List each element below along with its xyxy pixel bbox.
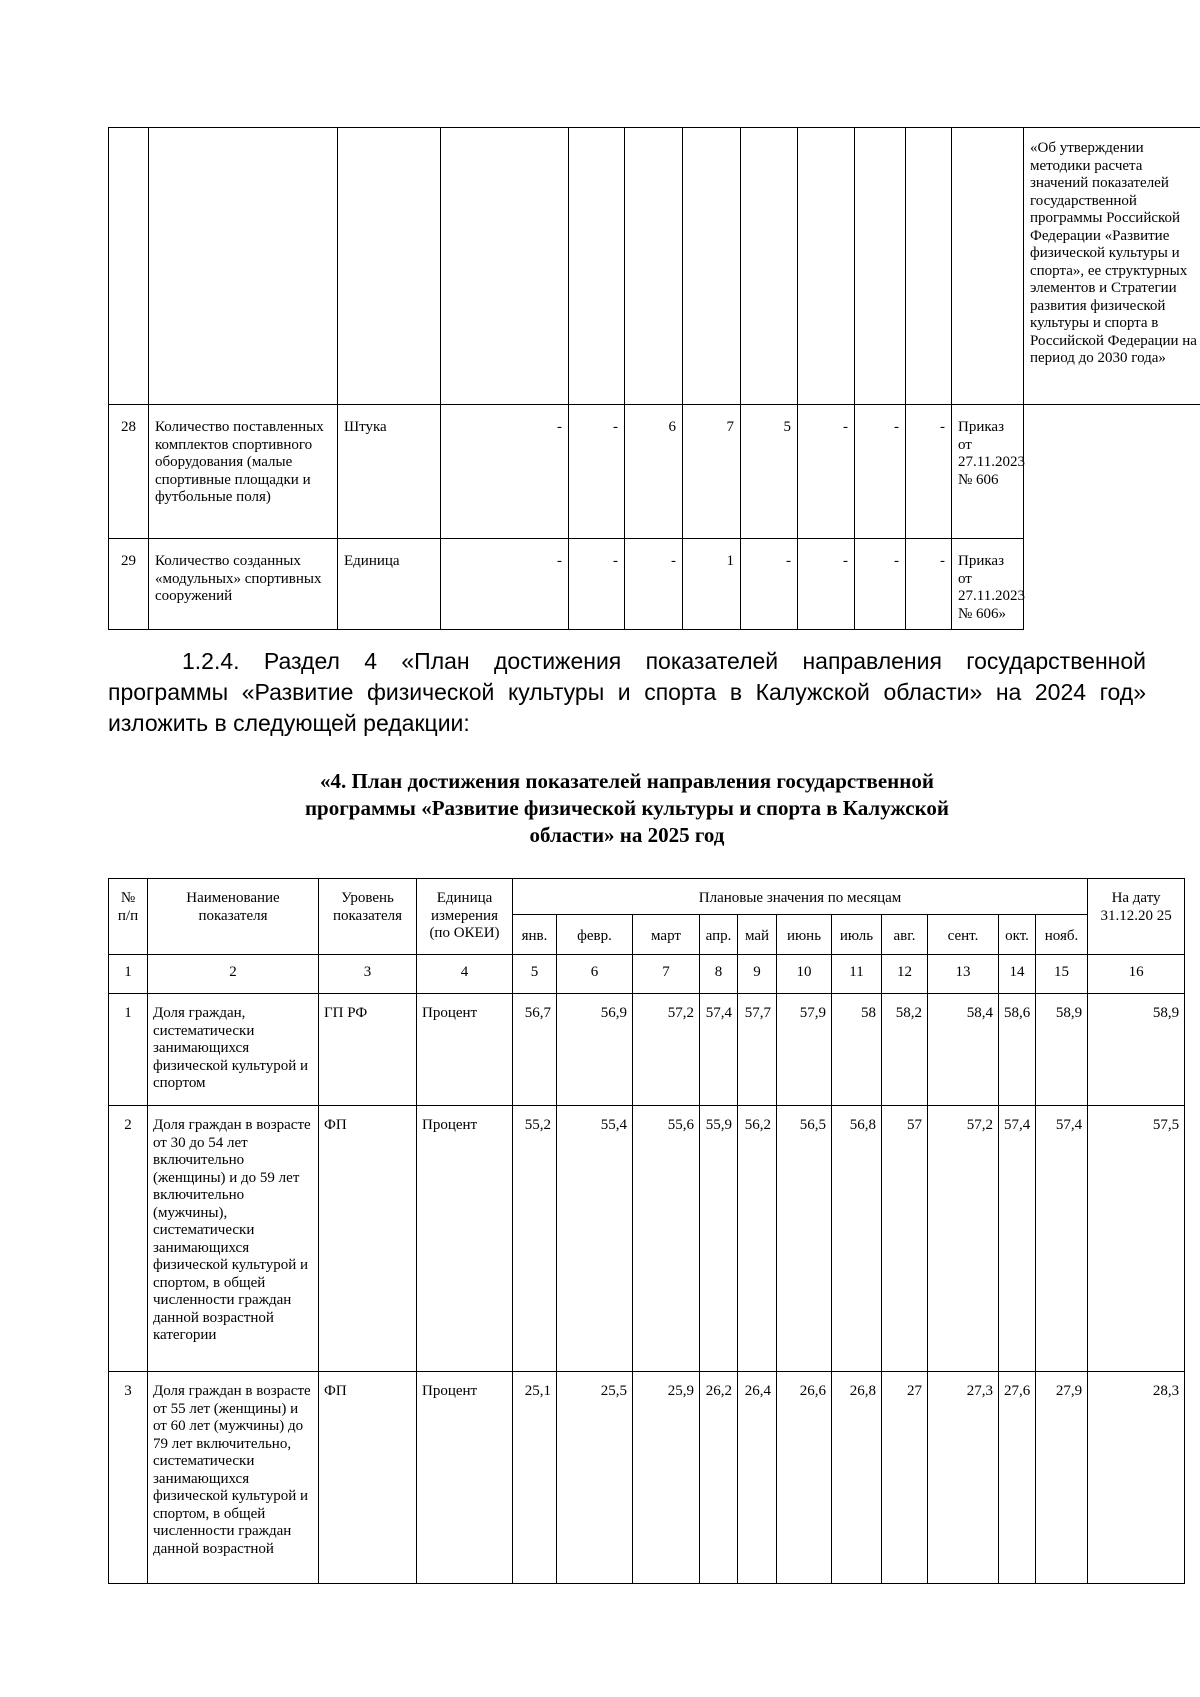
indicator-name: Количество поставленных комплектов спортивного оборудования (малые спортивные площадки и футбольные поля) xyxy=(149,405,338,539)
header-num: № п/п xyxy=(109,879,148,955)
level-cell: ФП xyxy=(319,1372,417,1584)
unit-cell: Процент xyxy=(417,994,513,1106)
amendment-paragraph: 1.2.4. Раздел 4 «План достижения показателей направления государственной программы «Развитие физической культуры и спорта в Калужской области» на 2024 год» изложить в следующей редакции: xyxy=(108,648,1146,736)
legal-basis-cell: Приказ от 27.11.2023 № 606 xyxy=(952,405,1024,539)
section-heading: «4. План достижения показателей направления государственной программы «Развитие физической культуры и спорта в Калужской области» на 2025 год xyxy=(304,769,950,847)
indicator-name: Количество созданных «модульных» спортивных сооружений xyxy=(149,539,338,630)
table-row: 29 Количество созданных «модульных» спортивных сооружений Единица - - - 1 - - - - Приказ от 27.11.2023 № 606» xyxy=(109,539,1200,630)
header-unit: Единица измерения (по ОКЕИ) xyxy=(417,879,513,955)
month-header: янв. xyxy=(513,915,557,955)
month-header: март xyxy=(633,915,700,955)
indicator-name: Доля граждан в возрасте от 55 лет (женщины) и от 60 лет (мужчины) до 79 лет включительно, систематически занимающихся физической культурой и спортом, в общей численности граждан данной возрастной xyxy=(148,1372,319,1584)
month-header: апр. xyxy=(700,915,738,955)
table-row: 3 Доля граждан в возрасте от 55 лет (женщины) и от 60 лет (мужчины) до 79 лет включительно, систематически занимающихся физической культурой и спортом, в общей численности граждан данной возрастной ФП Процент 25,1 25,5 25,9 26,2 26,4 26,6 26,8 27 27,3 27,6 27,9 28,3 xyxy=(109,1372,1185,1584)
month-header: февр. xyxy=(557,915,633,955)
unit-cell: Единица xyxy=(338,539,441,630)
header-monthly: Плановые значения по месяцам xyxy=(513,879,1088,915)
header-name: Наименование показателя xyxy=(148,879,319,955)
table-row xyxy=(109,128,1200,405)
level-cell: ФП xyxy=(319,1106,417,1372)
unit-cell: Штука xyxy=(338,405,441,539)
indicators-table-continuation xyxy=(108,127,1200,630)
indicator-name: Доля граждан в возрасте от 30 до 54 лет включительно (женщины) и до 59 лет включительно (мужчины), систематически занимающихся физической культурой и спортом, в общей численности граждан данной возрастной категории xyxy=(148,1106,319,1372)
month-header: сент. xyxy=(928,915,999,955)
level-cell: ГП РФ xyxy=(319,994,417,1106)
month-header: июнь xyxy=(777,915,832,955)
plan-table xyxy=(108,878,1185,1584)
month-header: июль xyxy=(832,915,882,955)
column-numbers-row: 1 2 3 4 5 6 7 8 9 10 11 12 13 14 15 16 xyxy=(109,955,1185,994)
month-header: окт. xyxy=(999,915,1036,955)
legal-basis-cell: «Об утверждении методики расчета значений показателей государственной программы Российской Федерации «Развитие физической культуры и спорта», ее структурных элементов и Стратегии развития физической культуры и спорта в Российской Федерации на период до 2030 года» xyxy=(1024,128,1200,405)
header-level: Уровень показателя xyxy=(319,879,417,955)
header-row xyxy=(109,879,1185,915)
month-header: май xyxy=(738,915,777,955)
month-header: нояб. xyxy=(1036,915,1088,955)
unit-cell: Процент xyxy=(417,1372,513,1584)
month-header: авг. xyxy=(882,915,928,955)
table-row: 1 Доля граждан, систематически занимающихся физической культурой и спортом ГП РФ Процент 56,7 56,9 57,2 57,4 57,7 57,9 58 58,2 58,4 58,6 58,9 58,9 xyxy=(109,994,1185,1106)
table-row: 28 Количество поставленных комплектов спортивного оборудования (малые спортивные площадки и футбольные поля) Штука - - 6 7 5 - - - Приказ от 27.11.2023 № 606 xyxy=(109,405,1200,539)
unit-cell: Процент xyxy=(417,1106,513,1372)
indicator-name: Доля граждан, систематически занимающихся физической культурой и спортом xyxy=(148,994,319,1106)
legal-basis-cell: Приказ от 27.11.2023 № 606» xyxy=(952,539,1024,630)
header-date: На дату 31.12.20 25 xyxy=(1088,879,1185,955)
table-row: 2 Доля граждан в возрасте от 30 до 54 лет включительно (женщины) и до 59 лет включительно (мужчины), систематически занимающихся физической культурой и спортом, в общей численности граждан данной возрастной категории ФП Процент 55,2 55,4 55,6 55,9 56,2 56,5 56,8 57 57,2 57,4 57,4 57,5 xyxy=(109,1106,1185,1372)
